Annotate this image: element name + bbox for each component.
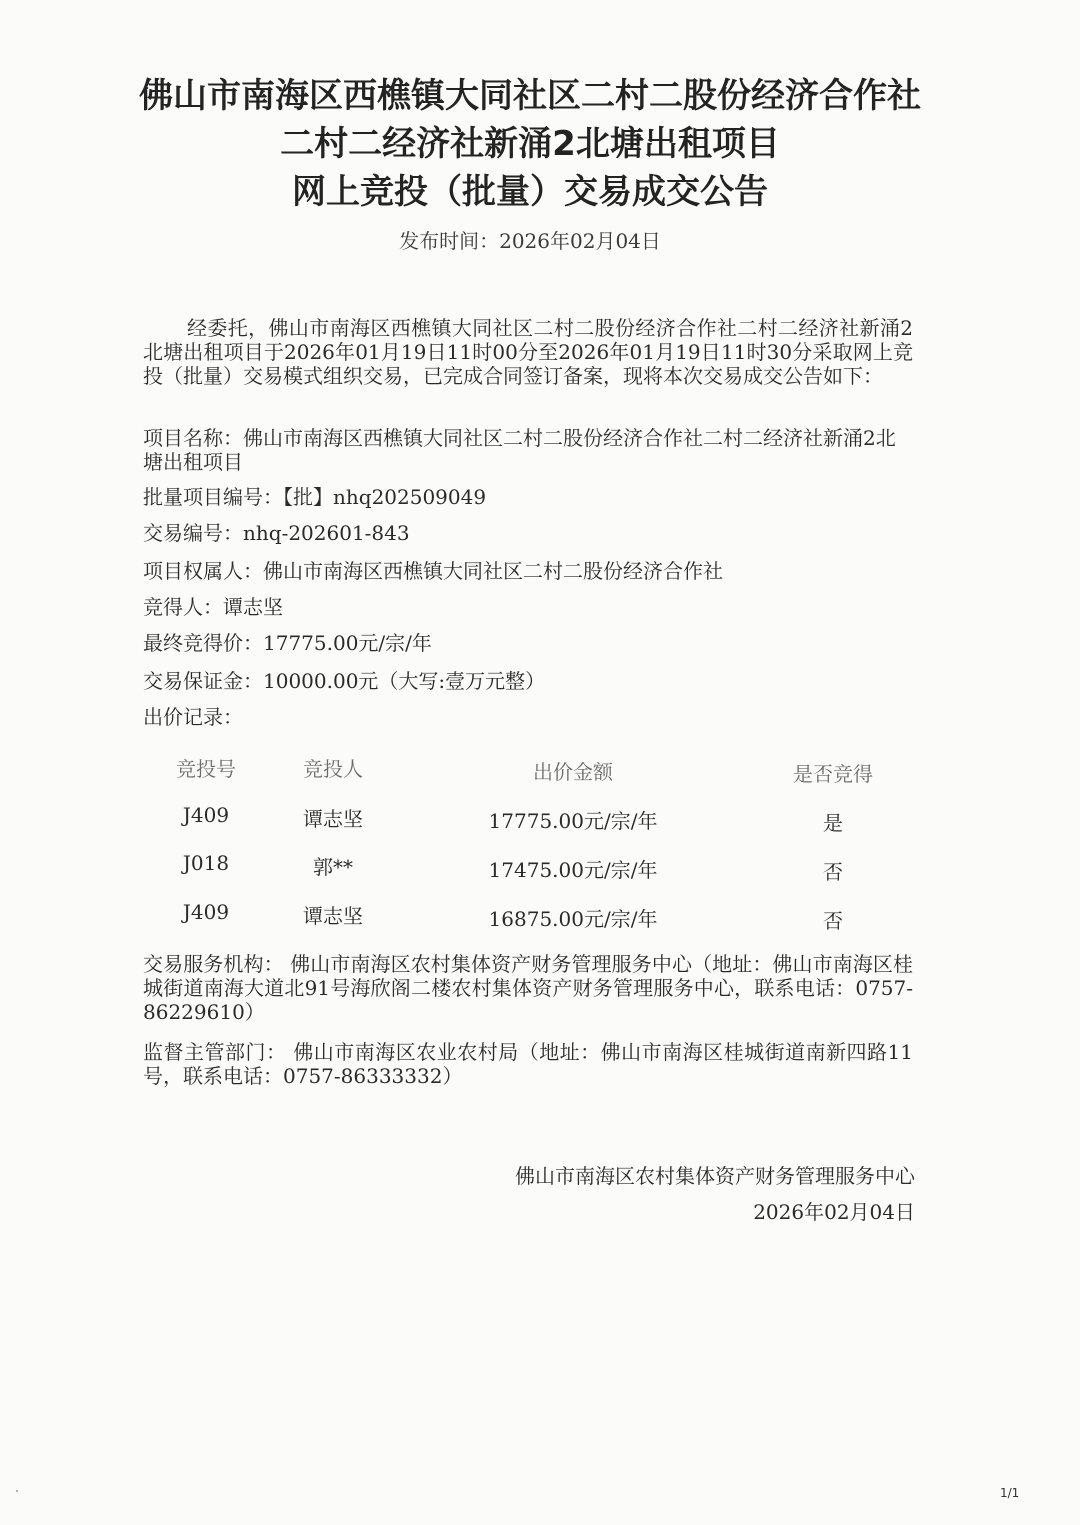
table-cell-won: 否 xyxy=(823,860,843,884)
signature-date: 2026年02月04日 xyxy=(753,1200,915,1224)
table-header-bid-amount: 出价金额 xyxy=(533,760,613,784)
table-cell-bidder: 谭志坚 xyxy=(303,807,363,831)
project-name: 项目名称：佛山市南海区西樵镇大同社区二村二股份经济合作社二村二经济社新涌2北塘出租项目 xyxy=(143,426,896,474)
table-cell-bidder: 谭志坚 xyxy=(303,904,363,928)
winning-bidder: 竞得人：谭志坚 xyxy=(143,595,283,619)
table-header-won: 是否竞得 xyxy=(793,762,873,786)
table-cell-won: 否 xyxy=(823,909,843,933)
trade-deposit: 交易保证金：10000.00元（大写:壹万元整） xyxy=(143,669,546,693)
table-cell-bid-amount: 17475.00元/宗/年 xyxy=(488,858,658,882)
page-number: 1/1 xyxy=(1000,1486,1020,1500)
trade-number: 交易编号：nhq-202601-843 xyxy=(143,521,410,545)
intro-paragraph: 经委托，佛山市南海区西樵镇大同社区二村二股份经济合作社二村二经济社新涌2北塘出租项目于2026年01月19日11时00分至2026年01月19日11时30分采取网上竞投（批量）交易模式组织交易，已完成合同签订备案，现将本次交易成交公告如下： xyxy=(143,316,913,388)
scan-speck xyxy=(16,1490,18,1492)
title-line-3: 网上竞投（批量）交易成交公告 xyxy=(292,172,768,212)
project-owner: 项目权属人：佛山市南海区西樵镇大同社区二村二股份经济合作社 xyxy=(143,559,723,583)
table-cell-bid-amount: 16875.00元/宗/年 xyxy=(488,907,658,931)
trading-service-agency: 交易服务机构： 佛山市南海区农村集体资产财务管理服务中心（地址：佛山市南海区桂城街道南海大道北91号海欣阁二楼农村集体资产财务管理服务中心，联系电话：0757-86229610） xyxy=(143,952,913,1024)
bid-records-table xyxy=(143,748,913,948)
table-cell-bid-amount: 17775.00元/宗/年 xyxy=(488,809,658,833)
supervising-department: 监督主管部门： 佛山市南海区农业农村局（地址：佛山市南海区桂城街道南新四路11号，联系电话：0757-86333332） xyxy=(143,1040,913,1088)
table-header-bidder: 竞投人 xyxy=(303,757,363,781)
title-line-1: 佛山市南海区西樵镇大同社区二村二股份经济合作社 xyxy=(139,76,921,116)
table-cell-bid-number: J018 xyxy=(182,851,230,875)
table-header-bid-number: 竞投号 xyxy=(176,757,236,781)
table-cell-bid-number: J409 xyxy=(182,803,230,827)
bid-records-label: 出价记录： xyxy=(143,705,243,729)
batch-project-number: 批量项目编号：【批】nhq202509049 xyxy=(143,485,487,509)
table-cell-won: 是 xyxy=(823,811,843,835)
table-cell-bidder: 郭** xyxy=(313,855,353,879)
title-line-2: 二村二经济社新涌2北塘出租项目 xyxy=(280,124,780,164)
final-price: 最终竞得价：17775.00元/宗/年 xyxy=(143,631,432,655)
table-cell-bid-number: J409 xyxy=(182,900,230,924)
signature-organization: 佛山市南海区农村集体资产财务管理服务中心 xyxy=(515,1164,915,1188)
publish-time: 发布时间：2026年02月04日 xyxy=(399,229,661,253)
